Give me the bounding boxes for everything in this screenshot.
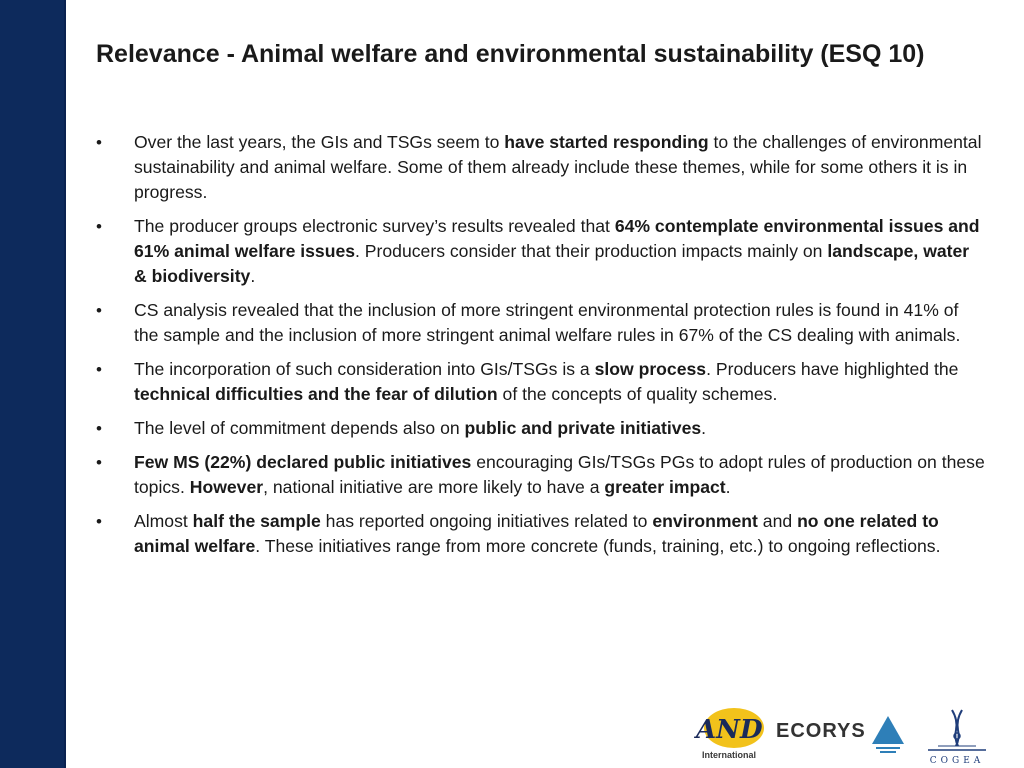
bullet-item xyxy=(96,509,986,559)
and-logo-mark xyxy=(690,706,768,752)
bullet-list xyxy=(96,130,986,568)
bullet-item xyxy=(96,214,986,289)
bullet-text: . xyxy=(725,477,731,497)
bullet-text: The producer groups electronic survey’s results revealed that xyxy=(134,216,615,236)
bullet-item xyxy=(96,416,986,441)
slide-title: Relevance - Animal welfare and environmental sustainability (ESQ 10) xyxy=(96,40,925,68)
bullet-text: has reported ongoing initiatives related to xyxy=(320,511,653,531)
bullet-text: The incorporation of such consideration into GIs/TSGs is a xyxy=(134,359,595,379)
bullet-bold-text: However xyxy=(189,477,264,497)
bullet-text: to the challenges of environmental sustainability and animal welfare. Some of them already include these themes, while for some others it is in progress. xyxy=(134,132,982,202)
ecorys-logo-text: ECORYS xyxy=(776,720,866,742)
bullet-text: Over the last years, the GIs and TSGs seem to xyxy=(134,132,505,152)
ecorys-triangle-icon xyxy=(870,714,906,754)
bullet-bold-text: technical difficulties and the fear of dilution xyxy=(134,384,498,404)
bullet-bold-text: landscape, water & biodiversity xyxy=(134,241,970,286)
bullet-marker: • xyxy=(96,512,102,531)
bullet-text: and xyxy=(757,511,798,531)
bullet-text: . xyxy=(250,266,256,286)
bullet-bold-text: 64% contemplate environmental issues and 61% animal welfare issues xyxy=(134,216,980,261)
bullet-text: of the concepts of quality schemes. xyxy=(497,384,778,404)
footer-logos xyxy=(690,706,1010,768)
cogea-emblem-icon xyxy=(922,706,992,754)
bullet-marker: • xyxy=(96,453,102,472)
bullet-text: . xyxy=(701,418,707,438)
bullet-marker: • xyxy=(96,360,102,379)
bullet-item xyxy=(96,130,986,205)
bullet-marker: • xyxy=(96,133,102,152)
bullet-marker: • xyxy=(96,301,102,320)
ecorys-logo xyxy=(776,714,906,754)
bullet-marker: • xyxy=(96,217,102,236)
bullet-text: The level of commitment depends also on xyxy=(134,418,465,438)
bullet-bold-text: public and private initiatives xyxy=(464,418,702,438)
bullet-bold-text: Few MS (22%) declared public initiatives xyxy=(134,452,472,472)
bullet-item xyxy=(96,357,986,407)
left-accent-bar xyxy=(0,0,66,768)
bullet-text: . Producers have highlighted the xyxy=(706,359,959,379)
bullet-bold-text: no one related to animal welfare xyxy=(134,511,939,556)
bullet-text: CS analysis revealed that the inclusion of more stringent environmental protection rules is found in 41% of the sample and the inclusion of more stringent animal welfare rules in 67% of the CS dealing with animals. xyxy=(134,300,961,345)
cogea-logo xyxy=(922,706,992,768)
bullet-text: Almost xyxy=(134,511,193,531)
bullet-bold-text: greater impact xyxy=(604,477,726,497)
bullet-bold-text: have started responding xyxy=(504,132,709,152)
bullet-bold-text: environment xyxy=(652,511,758,531)
and-international-logo xyxy=(690,706,768,768)
bullet-text: encouraging GIs/TSGs PGs to adopt rules of production on these topics. xyxy=(134,452,985,497)
and-logo-caption: International xyxy=(701,750,756,760)
bullet-item xyxy=(96,298,986,348)
bullet-text: . These initiatives range from more concrete (funds, training, etc.) to ongoing reflections. xyxy=(255,536,941,556)
and-logo-text: AND xyxy=(696,715,763,745)
bullet-marker: • xyxy=(96,419,102,438)
bullet-bold-text: slow process xyxy=(594,359,707,379)
cogea-logo-text: COGEA xyxy=(929,756,985,766)
bullet-item xyxy=(96,450,986,500)
bullet-bold-text: half the sample xyxy=(192,511,321,531)
bullet-text: . Producers consider that their production impacts mainly on xyxy=(355,241,828,261)
bullet-text: , national initiative are more likely to have a xyxy=(263,477,605,497)
